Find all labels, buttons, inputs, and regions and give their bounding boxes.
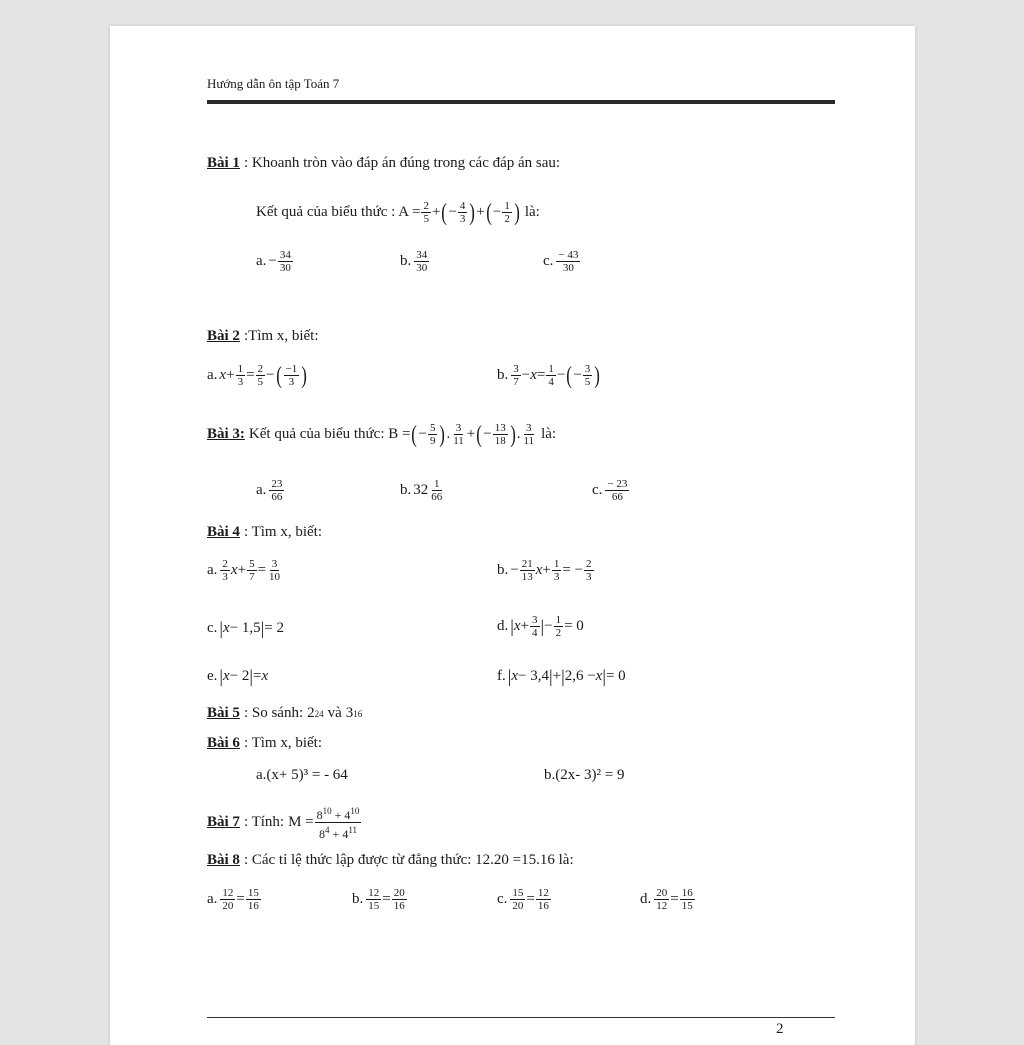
bai2-heading [207, 328, 319, 345]
footer-rule [207, 1017, 835, 1018]
bai4-eq-b: b. − $\frac{21}{13}$ x + $\frac{1}{3}$ = − $\frac{2}{3}$ [497, 558, 592, 583]
bai8-text: : Các tỉ lệ thức lập được từ đẳng thức: 12.20 =15.16 là: [243, 852, 574, 868]
bai3-option-c: c. $\frac{- 23}{66}$ [592, 478, 628, 503]
bai8-option-c: c. $\frac{15}{20}$ = $\frac{12}{16}$ [497, 887, 549, 912]
page-number: 2 [776, 1021, 784, 1037]
bai4-text: : Tìm x, biết: [243, 524, 322, 540]
bai6-eq-a: a.(x+ 5)³ = - 64 [256, 767, 348, 783]
bai3-label: Bài 3: [207, 426, 245, 442]
bai5-label: Bài 5 [207, 705, 240, 721]
bai1-expr-prefix: Kết quả của biểu thức : A = [256, 204, 421, 220]
bai4-eq-e: e. | x − 2 | = x [207, 666, 269, 686]
bai1-expression: Kết quả của biểu thức : A = $\frac{2}{5}$ + ( − $\frac{4}{3}$ ) + ( − $\frac{1}{2}$ ) là: [256, 199, 540, 226]
bai1-label: Bài 1 [207, 155, 240, 171]
bai4-eq-c: c. | x − 1,5 | = 2 [207, 618, 284, 638]
fraction: $\frac{2}{5}$ [423, 200, 429, 225]
bai3-option-a: a. $\frac{23}{66}$ [256, 478, 283, 503]
fraction: $\frac{4}{3}$ [459, 200, 466, 225]
bai4-eq-f: f. | x − 3,4 | + | 2,6 − x | = 0 [497, 666, 626, 686]
bai1-option-c: c. $\frac{- 43}{30}$ [543, 249, 579, 274]
bai2-eq-a: a. x + $\frac{1}{3}$ = $\frac{2}{5}$ − ( $\frac{-1}{3}$ ) [207, 362, 308, 389]
bai2-text: :Tìm x, biết: [243, 328, 319, 344]
bai8-option-b: b. $\frac{12}{15}$ = $\frac{20}{16}$ [352, 887, 405, 912]
bai7-heading: Bài 7 : Tính: M = $\frac{8^{10} + 4^{10}}{8^4 + 4^{11}}$ [207, 806, 360, 841]
bai5-heading: Bài 5 : So sánh: 2 24 và 3 16 [207, 705, 363, 721]
fraction: $\frac{34}{30}$ [416, 249, 428, 274]
bai3-option-b: b. 32 $\frac{1}{66}$ [400, 478, 443, 503]
bai1-text: : Khoanh tròn vào đáp án đúng trong các đáp án sau: [243, 155, 561, 171]
bai5-text: : So sánh: [243, 705, 304, 721]
bai1-option-b: b. $\frac{34}{30}$ [400, 249, 428, 274]
bai2-eq-b: b. $\frac{3}{7}$ − x = $\frac{1}{4}$ − ( − $\frac{3}{5}$ ) [497, 362, 601, 389]
fraction: $\frac{- 43}{30}$ [558, 249, 579, 274]
fraction: $\frac{1}{2}$ [504, 200, 510, 225]
bai7-label: Bài 7 [207, 814, 240, 830]
bai6-text: : Tìm x, biết: [243, 735, 322, 751]
bai8-label: Bài 8 [207, 852, 240, 868]
bai8-option-a: a. $\frac{12}{20}$ = $\frac{15}{16}$ [207, 887, 259, 912]
fraction: $\frac{34}{30}$ [279, 249, 291, 274]
header-rule [207, 100, 835, 104]
fraction: $\frac{8^{10} + 4^{10}}{8^4 + 4^{11}}$ [316, 806, 360, 841]
bai3-text: Kết quả của biểu thức: B = [248, 426, 411, 442]
bai6-label: Bài 6 [207, 735, 240, 751]
bai1-expr-suffix: là: [524, 204, 540, 220]
bai4-eq-d: d. | x + $\frac{3}{4}$ | − $\frac{1}{2}$ = 0 [497, 614, 584, 639]
bai3-heading: Bài 3: Kết quả của biểu thức: B = ( − $\frac{5}{9}$ ) . $\frac{3}{11}$ + ( − $\frac{13}{18}$ ) . $\frac{3}{11}$ là: [207, 421, 557, 448]
bai1-heading [207, 155, 560, 172]
bai8-heading [207, 852, 574, 869]
bai4-label: Bài 4 [207, 524, 240, 540]
bai2-label: Bài 2 [207, 328, 240, 344]
bai6-eq-b: b.(2x- 3)² = 9 [544, 767, 625, 783]
bai4-eq-a: a. $\frac{2}{3}$ x + $\frac{5}{7}$ = $\frac{3}{10}$ [207, 558, 281, 583]
bai6-heading [207, 735, 322, 752]
document-page [110, 26, 915, 1045]
bai4-heading [207, 524, 322, 541]
bai8-option-d: d. $\frac{20}{12}$ = $\frac{16}{15}$ [640, 887, 693, 912]
bai1-option-a: a. − $\frac{34}{30}$ [256, 249, 291, 274]
bai7-text: : Tính: [243, 814, 285, 830]
header-title: Hướng dẫn ôn tập Toán 7 [207, 76, 340, 91]
